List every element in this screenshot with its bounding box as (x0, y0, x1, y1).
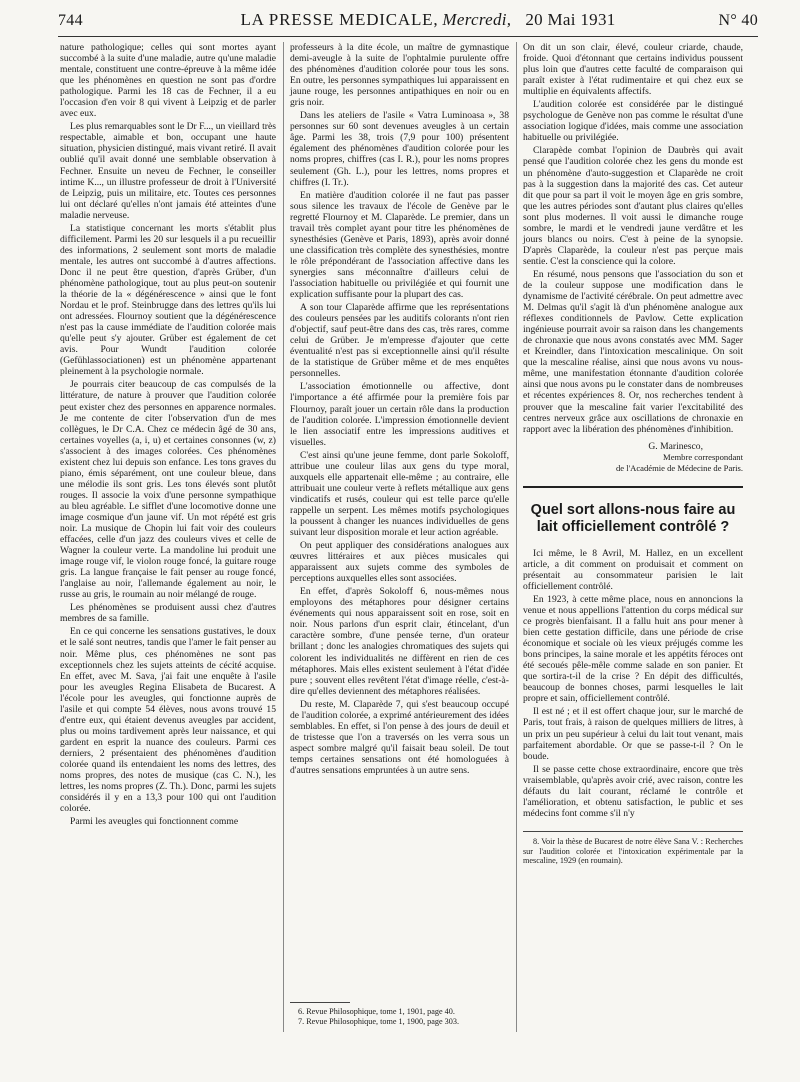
column-2 (290, 42, 509, 778)
paragraph: En résumé, nous pensons que l'association du son et de la couleur suppose une modification dans le dynamisme de l'activité cérébrale. On peut admettre avec M. Delmas qu'il s'agit là d'un phénomène analogue aux réflexes conditionnels de Pavlow. Cette explication ingénieuse pourrait avoir sa raison dans les changements de chronaxie que nous avons constatés avec MM. Sager et Kreindler, dans l'intoxication mescalinique. On soit que la mescaline réalise, ainsi que nous avons vu nous-même, une manifestation étonnante d'audition colorée ainsi que nous avons pu le constater dans de nombreuses et récentes expériences 8. Or, nos recherches tendent à prouver que la mescaline fait varier l'excitabilité des centres nerveux grâce aux oscillations de chronaxie en rapport avec la libération des phénomènes d'inhibition. (523, 268, 743, 435)
footnotes (290, 1002, 509, 1027)
paragraph: En effet, d'après Sokoloff 6, nous-mêmes nous employons des métaphores pour désigner certains événements qui nous apparaissent soit en rose, soit en noir. Nous parlons d'un esprit clair, étincelant, d'un caractère sombre, d'une pensée terne, d'un orateur brillant ; donc les analogies chromatiques des sujets qui colorent les individualités ne diffèrent en rien de ces métaphores. Mais elles existent seulement à l'état d'idée pure ; souvent elles revêtent l'état d'image réelle, c'est-à-dire qu'elles deviennent des métaphores réalisées. (290, 586, 509, 697)
paragraph: Il est né ; et il est offert chaque jour, sur le marché de Paris, tout frais, à raison de quelques milliers de litres, à un prix un peu supérieur à celui du lait tout venant, mais parfaitement abordable. Or que se passe-t-il ? On le boude. (523, 706, 743, 762)
paragraph: Du reste, M. Claparède 7, qui s'est beaucoup occupé de l'audition colorée, a exprimé antérieurement des idées semblables. En effet, si l'on pense à des jours de deuil et de tristesse que l'on a traversés on les verra sous un aspect sombre malgré qu'il faisait beau soleil. De tout temps certaines sensations ont été homologuées à d'autres sensations empruntées à un autre sens. (290, 698, 509, 776)
author-name: G. Marinesco, (648, 440, 703, 452)
paragraph: Ici même, le 8 Avril, M. Hallez, en un excellent article, a dit comment on produisait et comment on présentait au consommateur parisien le lait officiellement contrôlé. (523, 547, 743, 592)
paragraph: L'audition colorée est considérée par le distingué psychologue de Genève non pas comme le résultat d'une association logique d'idées, mais comme une association habituelle ou privilégiée. (523, 99, 743, 144)
paragraph: L'association émotionnelle ou affective, dont l'importance a été affirmée pour la première fois par Flournoy, paraît jouer un certain rôle dans la production de l'audition colorée. L'impression émotionnelle devient le lien associatif entre les impressions auditives et visuelles. (290, 381, 509, 448)
journal-title: LA PRESSE MEDICALE, (240, 10, 439, 29)
page-number: 744 (58, 12, 83, 29)
paragraph: On dit un son clair, élevé, couleur criarde, chaude, froide. Quoi d'étonnant que certains individus poussent plus loin que d'autres cette faculté de comparaison qui paraît exister à l'état rudimentaire et qui chez eux se multiplie en équivalents affectifs. (523, 42, 743, 98)
paragraph: nature pathologique; celles qui sont mortes ayant succombé à la suite d'une maladie, autre qu'une maladie mentale, constituent une contre-épreuve à la même idée que les phénomènes en question ne sont pas d'ordre pathologique. Parmi les 18 cas de Fechner, il a eu l'occasion d'en voir 8 qui vivent à Leipzig et de parler avec eux. (60, 42, 276, 120)
paragraph: Les phénomènes se produisent aussi chez d'autres membres de sa famille. (60, 602, 276, 625)
paragraph: En 1923, à cette même place, nous en annoncions la venue et nous appellions l'attention du corps médical sur ce progrès bienfaisant. Il a fallu huit ans pour mener à bien cette gestation difficile, dans une période de crise économique et sociale où les vieux préjugés comme les bons principes, la saine morale et les appétits féroces ont été secoués pêle-mêle comme salade en son panier. Et que sortira-t-il de la crise ? En dépit des difficultés, beaucoup de bonnes choses, parmi lesquelles le lait propre et sain, officiellement contrôlé. (523, 593, 743, 705)
issue-date: 20 Mai 1931 (525, 10, 616, 29)
author-signature (523, 441, 743, 474)
journal-masthead (178, 10, 678, 30)
paragraph: Il se passe cette chose extraordinaire, encore que très vraisemblable, qu'après avoir crié, avec raison, contre les défauts du lait courant, réclamé le contrôle et l'amélioration, et obtenu satisfaction, le public et ses médecins font comme s'il n'y (523, 763, 743, 819)
paragraph: En matière d'audition colorée il ne faut pas passer sous silence les travaux de l'école de Genève par le regretté Flournoy et M. Claparède. Le premier, dans un travail très complet ayant pour titre les phénomènes de synesthésies (Genève et Paris, 1893), après avoir donné une classification très complète des synesthésies, montre le rôle prépondérant de l'association affective dans les synergies sans méconnaître d'ailleurs celui de l'association habituelle ou privilégiée et qui fournit une explication suffisante pour la plupart des cas. (290, 189, 509, 301)
column-3 (523, 42, 743, 868)
footnote-rule (290, 1002, 350, 1003)
footnote: 8. Voir la thèse de Bucarest de notre élève Sana V. : Recherches sur l'audition colorée et l'intoxication expérimentale par la mescaline, 1929 (en roumain). (523, 836, 743, 866)
footnote: 6. Revue Philosophique, tome 1, 1901, page 40. (298, 1007, 455, 1016)
paragraph: En ce qui concerne les sensations gustatives, le doux et le salé sont neutres, tandis que l'amer le fait penser au noir. Même plus, ces phénomènes ne sont pas exceptionnels chez les sujets atteints de cécité acquise. En effet, avec M. Sava, j'ai fait une enquête à l'asile pour les aveugles Regina Elisabeta de Bucarest. A l'école pour les aveugles, qui fonctionne auprès de l'asile et qui compte 54 élèves, nous avons trouvé 15 d'entre eux, qui étaient devenus aveugles par accident, plus ou moins tardivement après leur naissance, et qui gardent en esprit la nuance des couleurs. Parmi ces derniers, 2 présentaient des phénomènes d'audition colorée quand ils entendaient les noms des lettres, des noms propres, des notes de musique (cas C. N.), les lettres, les noms propres (Z. Th.). Donc, parmi les sujets considérés il y en a 13,3 pour 100 qui ont l'audition colorée. (60, 626, 276, 815)
paragraph: Clarapède combat l'opinion de Daubrès qui avait pensé que l'audition colorée chez les gens du monde est un phénomène d'auto-suggestion et Claparède ne croit pas à la suggestion dans la majorité des cas. Cet auteur dit que pour sa part il voit le moyen âge en gris sombre, que les autres périodes sont d'autant plus claires qu'elles sont plus modernes. Il voit aussi le dimanche rouge sombre, le mardi et le vendredi jaune verdâtre et les jours blancs ou noirs. C'est à peine de la synopsie. D'après Claparède, la couleur n'est pas perçue mais sentie. C'est la conscience qui la colore. (523, 145, 743, 267)
paragraph: C'est ainsi qu'une jeune femme, dont parle Sokoloff, attribue une couleur lilas aux gens du type moral, auxquels elle appartenait elle-même ; au contraire, elle attribuait une couleur verte à reflets métallique aux gens vindicatifs et rusés, couleur qui est telle parce qu'elle rappelle un serpent. Les mêmes motifs psychologiques la poussent à changer les nuances individuelles de gens suivant leur disposition morale et leur action agréable. (290, 449, 509, 539)
paragraph: Les plus remarquables sont le Dr F..., un vieillard très respectable, aimable et bon, occupant une haute situation, physicien distingué, mais vivant retiré. Il avait oublié qu'il avait donné une semblable observation à Fechner. Ensuite un neveu de Fechner, le conseiller intime K..., un illustre professeur de droit à l'Université de Leipzig, puis un militaire, etc. Toutes ces personnes lui ont déclaré qu'elles n'ont jamais été atteintes d'une maladie nerveuse. (60, 121, 276, 221)
page-header (58, 10, 758, 36)
paragraph: Je pourrais citer beaucoup de cas compulsés de la littérature, de nature à prouver que l'audition colorée peut exister chez des personnes en apparence normales. Je me contente de citer l'observation d'un de mes collègues, le Dr C.A. Chez ce médecin âgé de 30 ans, certaines voyelles (a, i, u) et certaines consonnes (w, z) s'associent à des images colorées. Ces phénomènes existent chez lui depuis son enfance. Les tons graves du piano, émis séparément, ont une couleur bleue, dans une mélodie ils sont gris. Les tons élevés sont plutôt rouges. Il associe la voix d'une personne sympathique au bleu agréable. Le sifflet d'une locomotive donne une image cosmique d'un jaune vif. Un mot répété est gris noir. La musique de Chopin lui fait voir des couleurs effacées, celle d'un jazz des couleurs vives et celle de Wagner la couleur verte. La mandoline lui produit une image rouge vif, le violon rouge foncé, la guitare rouge gris. La langue française le fait penser au rouge foncé, l'anglaise au noir, l'allemande également au noir, le russe au gris, le roumain au noir mélangé de rouge. (60, 379, 276, 601)
article-separator (523, 486, 743, 488)
paragraph: professeurs à la dite école, un maître de gymnastique demi-aveugle à la suite de l'ophtalmie purulente offre des phénomènes d'audition colorée pour tous les sons. En outre, les personnes sympathiques lui apparaissent en jaune rouge, les personnes antipathiques en noir ou en gris noir. (290, 42, 509, 109)
issue-weekday: Mercredi, (442, 10, 512, 29)
header-rule (58, 36, 758, 37)
column-divider (283, 42, 284, 1032)
paragraph: On peut appliquer des considérations analogues aux œuvres littéraires et aux pièces musicales qui apparaissent aux sujets comme des symboles de perceptions auxquelles elles sont associées. (290, 540, 509, 585)
column-divider (516, 42, 517, 1032)
paragraph: Parmi les aveugles qui fonctionnent comme (70, 816, 239, 828)
paragraph: Dans les ateliers de l'asile « Vatra Luminoasa », 38 personnes sur 60 sont devenues aveugles à un certain âge. Parmi les 38, trois (7,9 pour 100) présentent également des phénomènes d'audition colorée pour les noms propres, chiffres (cas I. R.), pour les noms propres seulement (Gh. L.), pour les lettres, noms propres et chiffres (I. Tr.). (290, 110, 509, 188)
author-role: Membre correspondant (663, 451, 743, 462)
paragraph: La statistique concernant les morts s'établit plus difficilement. Parmi les 20 sur lesquels il a pu recueillir des informations, 2 seulement sont morts de maladie mentale, les autres ont succombé à d'autres affections. Donc il ne peut être question, d'après Grüber, d'un phénomène pathologique, tout au plus peut-on soutenir la théorie de la « dégénérescence » ainsi que le font Nordau et le prof. Steinbrugge dans des lettres qu'ils lui ont adressées. Flournoy soutient que la dégénérescence n'est pas la cause immédiate de l'audition colorée mais qu'elle peut s'y ajouter. Grüber est également de cet avis. Pour Wundt l'audition colorée (Gefühlassociationen) est un phénomène appartenant pleinement à la psychologie normale. (60, 222, 276, 378)
article-title: Quel sort allons-nous faire au lait officiellement contrôlé ? (530, 501, 736, 535)
paragraph: A son tour Claparède affirme que les représentations des couleurs pensées par les auditifs colorants n'ont rien d'objectif, sauf peut-être dans des cas, très rares, comme celui de Grüber. Je m'empresse d'ajouter que cette éventualité n'est pas si exceptionnelle ainsi qu'il résulte de la statistique de Grüber même et de mes enquêtes personnelles. (290, 302, 509, 380)
column-1 (60, 42, 276, 829)
footnote: 7. Revue Philosophique, tome 1, 1900, page 303. (298, 1016, 460, 1026)
author-academy: de l'Académie de Médecine de Paris. (615, 462, 743, 473)
footnote-rule (523, 831, 743, 832)
issue-number: N° 40 (718, 12, 758, 29)
